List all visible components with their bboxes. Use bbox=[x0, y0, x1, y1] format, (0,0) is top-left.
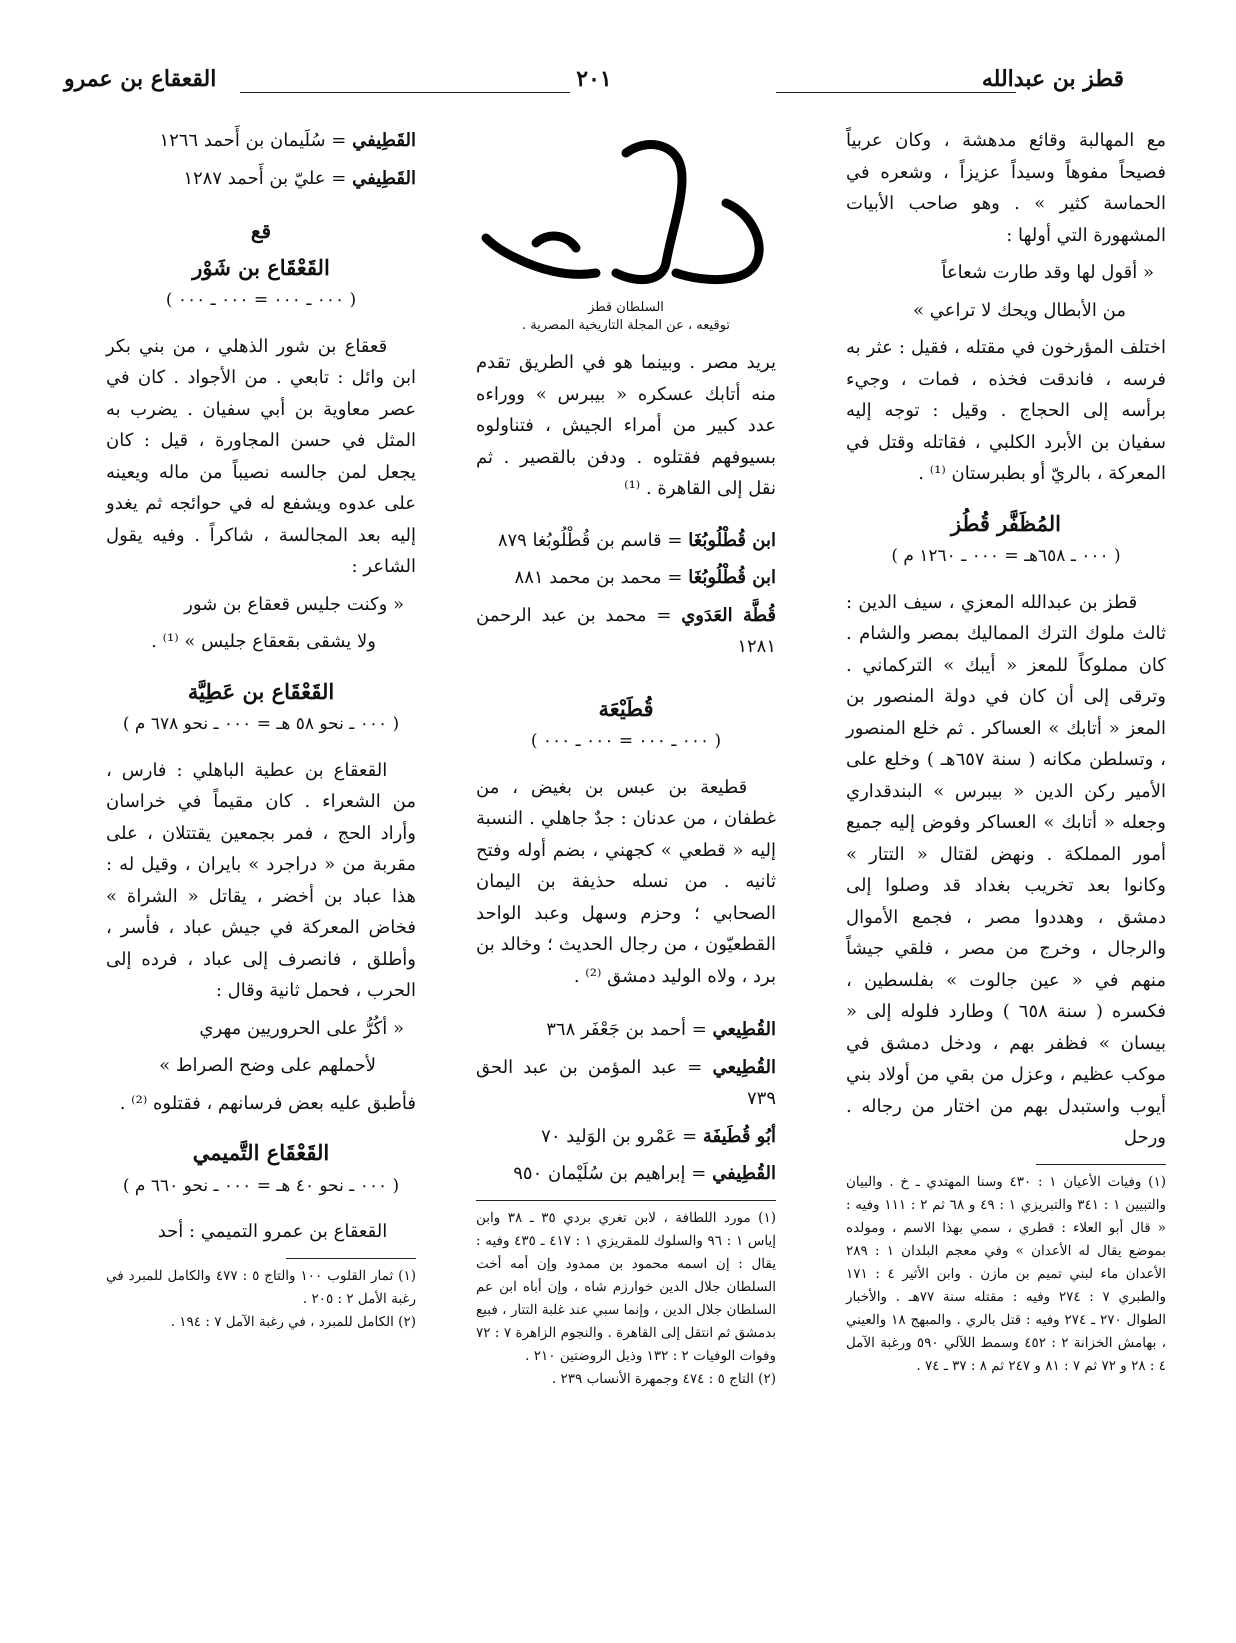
paragraph: اختلف المؤرخون في مقتله ، فقيل : عثر به فرسه ، فاندقت فخذه ، فمات ، وجيء برأسه إلى الحجاج . وقيل : توجه إليه سفيان بن الأبرد الكلبي ، فقاتله وقتل في المعركة ، بالريّ أو بطبرستان ⁽¹⁾ . bbox=[846, 337, 1166, 484]
column-right bbox=[846, 125, 1166, 1378]
header-rule-right bbox=[776, 92, 1016, 93]
verse-line: « أكُرُّ على الحروريين مهري bbox=[199, 1017, 404, 1039]
paragraph: القعقاع بن عطية الباهلي : فارس ، من الشعراء . كان مقيماً في خراسان وأراد الحج ، فمر بجمعين يقتتلان ، على مقربة من « دراجرد » بايران ، وقيل له : هذا عباد بن أخضر ، يقاتل « الشراة » فخاض المعركة في جيش عباد ، فأسر ، وأطلق ، فانصرف إلى عباد ، فرده إلى الحرب ، فحمل ثانية وقال : bbox=[106, 759, 416, 1001]
signature-caption-source: توقيعه ، عن المجلة التاريخية المصرية . bbox=[522, 318, 730, 333]
header-rule-left bbox=[240, 92, 570, 93]
signature-image bbox=[476, 133, 776, 293]
entry-dates: ( ٠٠٠ ـ ٠٠٠ = ٠٠٠ ـ ٠٠٠ ) bbox=[165, 290, 357, 310]
column-left bbox=[106, 125, 416, 1334]
footnote-rule bbox=[1036, 1164, 1166, 1165]
entry-dates: ( ٠٠٠ ـ ٦٥٨هـ = ٠٠٠ ـ ١٢٦٠ م ) bbox=[891, 546, 1121, 566]
entry-dates: ( ٠٠٠ ـ نحو ٤٠ هـ = ٠٠٠ ـ نحو ٦٦٠ م ) bbox=[122, 1175, 400, 1196]
footnotes bbox=[106, 1265, 416, 1334]
verse-line: ولا يشقى بقعقاع جليس » ⁽¹⁾ . bbox=[151, 631, 376, 652]
footnote: (٢) التاج ٥ : ٤٧٤ وجمهرة الأنساب ٢٣٩ . bbox=[551, 1370, 776, 1387]
entry-heading: القَعْقَاع بن عَطِيَّة bbox=[187, 678, 335, 704]
entry-dates: ( ٠٠٠ ـ نحو ٥٨ هـ = ٠٠٠ ـ نحو ٦٧٨ م ) bbox=[122, 714, 400, 734]
cross-reference: القَطِيفي = عليّ بن أَحمد ١٢٨٧ bbox=[183, 167, 416, 189]
paragraph: فأطبق عليه بعض فرسانهم ، فقتلوه ⁽²⁾ . bbox=[119, 1092, 416, 1114]
section-letter-heading: قع bbox=[250, 219, 272, 243]
footnote-rule bbox=[476, 1200, 776, 1201]
paragraph: يريد مصر . وبينما هو في الطريق تقدم منه أتابك عسكره « بيبرس » ووراءه عدد كبير من أمراء الجيش ، فتناولوه بسيوفهم فقتلوه . ودفن بالقصير . ثم نقل إلى القاهرة . ⁽¹⁾ bbox=[476, 352, 776, 499]
cross-reference: قُطَّة العَدَوي = محمد بن عبد الرحمن ١٢٨١ bbox=[476, 604, 776, 657]
cross-reference: القُطِيعي = عبد المؤمن بن عبد الحق ٧٣٩ bbox=[476, 1056, 776, 1109]
entry-dates: ( ٠٠٠ ـ ٠٠٠ = ٠٠٠ ـ ٠٠٠ ) bbox=[530, 731, 722, 751]
footnote-rule bbox=[286, 1258, 416, 1259]
entry-heading: قُطَيْعَة bbox=[598, 695, 654, 721]
running-head-right: قطز بن عبدالله bbox=[981, 66, 1124, 92]
paragraph: القعقاع بن عمرو التميمي : أحد bbox=[157, 1221, 388, 1242]
footnotes bbox=[476, 1207, 776, 1391]
entry-heading: القَعْقَاع التَّميمي bbox=[192, 1140, 330, 1165]
paragraph: قعقاع بن شور الذهلي ، من بني بكر ابن وائل : تابعي . من الأجواد . كان في عصر معاوية بن أبي سفيان . يضرب به المثل في حسن المجاورة ، قيل : كان يجعل لمن جالسه نصيباً من ماله ويعينه على عدوه ويشفع له في حوائجه ثم يغدو إليه بعد المجالسة ، شاكراً . وفيه يقول الشاعر : bbox=[106, 335, 416, 577]
footnote: (٢) الكامل للمبرد ، في رغبة الآمل ٧ : ١٩٤ . bbox=[170, 1313, 416, 1330]
footnote: (١) ثمار القلوب ١٠٠ والتاج ٥ : ٤٧٧ والكامل للمبرد في رغبة الأمل ٢ : ٢٠٥ . bbox=[106, 1267, 416, 1307]
signature-caption: السلطان قطز bbox=[588, 300, 664, 315]
cross-reference: أبُو قُطَيفَة = عَمْرو بن الوَليد ٧٠ bbox=[541, 1125, 776, 1147]
footnotes bbox=[846, 1171, 1166, 1378]
page-header bbox=[64, 66, 1124, 106]
column-middle bbox=[476, 125, 776, 1391]
footnote: (١) مورد اللطافة ، لابن تغري بردي ٣٥ ـ ٣٨ وابن إياس ١ : ٩٦ والسلوك للمقريزي ١ : ٤١٧ ـ ٤٣٥ وفيه : يقال : إن اسمه محمود بن ممدود وإن أمه أخت السلطان جلال الدين خوارزم شاه ، وإن أباه ابن عم السلطان جلال الدين ، وإنما سبي عند غلبة التتار ، فبيع بدمشق ثم انتقل إلى القاهرة . والنجوم الزاهرة ٧ : ٧٢ وفوات الوفيات ٢ : ١٣٢ وذيل الروضتين ٢١٠ . bbox=[476, 1209, 776, 1364]
footnote: (١) وفيات الأعيان ١ : ٤٣٠ وسنا المهتدي ـ خ . والبيان والتبيين ١ : ٣٤١ والتبريزي ١ : ٤٩ و ٦٨ ثم ٢ : ١١١ وفيه : « قال أبو العلاء : قطري ، سمي بهذا الاسم ، ومولده بموضع يقال له الأعدان » وفي معجم البلدان ١ : ٢٨٩ الأعدان ماء لبني تميم بن مازن . وابن الأثير ٤ : ١٧١ والطبري ٧ : ٢٧٤ وفيه : مقتله سنة ٧٧هـ . والأخبار الطوال ٢٧٠ ـ ٢٧٤ وفيه : قتل بالري . والمبهج ١٨ والعيني ، بهامش الخزانة ٢ : ٤٥٢ وسمط اللآلي ٥٩٠ ورغبة الآمل ٤ : ٢٨ و ٧٢ ثم ٧ : ٨١ و ٢٤٧ ثم ٨ : ٣٧ ـ ٧٤ . bbox=[846, 1173, 1167, 1374]
verse-line: « أقول لها وقد طارت شعاعاً bbox=[941, 262, 1154, 283]
verse-line: « وكنت جليس قعقاع بن شور bbox=[184, 593, 404, 615]
cross-reference: القُطِيفي = إبراهيم بن سُلَيْمان ٩٥٠ bbox=[513, 1163, 776, 1184]
cross-reference: ابن قُطْلُوبُغَا = قاسم بن قُطْلُوبُغا ٨٧٩ bbox=[497, 529, 776, 551]
verse-line: لأحملهم على وضح الصراط » bbox=[159, 1055, 376, 1076]
paragraph: قطيعة بن عبس بن بغيض ، من غطفان ، من عدنان : جدٌ جاهلي . النسبة إليه « قطعي » كجهني ، بضم أوله وفتح ثانيه . من نسله حذيفة بن اليمان الصحابي ؛ وحزم وسهل وعبد الواحد القطعيّون ، من رجال الحديث ؛ وخالد بن برد ، ولاه الوليد دمشق ⁽²⁾ . bbox=[476, 776, 776, 987]
running-head-left: القعقاع بن عمرو bbox=[64, 66, 217, 92]
paragraph: مع المهالبة وقائع مدهشة ، وكان عربياً فصيحاً مفوهاً وسيداً عزيزاً ، وشعره في الحماسة كثير » . وهو صاحب الأبيات المشهورة التي أولها : bbox=[846, 130, 1166, 246]
page-number: ٢٠١ bbox=[576, 66, 612, 92]
paragraph: قطز بن عبدالله المعزي ، سيف الدين : ثالث ملوك الترك المماليك بمصر والشام . كان مملوكاً للمعز « أيبك » التركماني . وترقى إلى أن كان في دولة المنصور بن المعز « أتابك » العساكر . ثم خلع المنصور ، وتسلطن مكانه ( سنة ٦٥٧هـ ) وخلع على الأمير ركن الدين « بيبرس » البندقداري وجعله « أتابك » العساكر وفوض إليه جميع أمور المملكة . ونهض لقتال « التتار » وكانوا بعد تخريب بغداد قد وصلوا إلى دمشق ، وهددوا مصر ، فجمع الأموال والرجال ، وخرج من مصر ، فلقي جيشاً منهم في « عين جالوت » بفلسطين ، فكسره ( سنة ٦٥٨ ) وطارد فلوله إلى « بيسان » فظفر بهم ، ودخل دمشق في موكب عظيم ، وعزل من بقي من أولاد بني أيوب واستبدل بهم من اختار من رجاله . ورحل bbox=[846, 591, 1166, 1148]
cross-reference: القَطِيفي = سُلَيمان بن أَحمد ١٢٦٦ bbox=[159, 130, 416, 151]
cross-reference: ابن قُطْلُوبُغَا = محمد بن محمد ٨٨١ bbox=[514, 567, 776, 588]
entry-heading: القَعْقَاع بن شَوْر bbox=[192, 254, 330, 280]
entry-heading: المُظَفَّر قُطُز bbox=[951, 510, 1061, 536]
verse-line: من الأبطال ويحك لا تراعي » bbox=[912, 299, 1126, 321]
cross-reference: القُطِيعي = أحمد بن جَعْفَر ٣٦٨ bbox=[546, 1019, 776, 1040]
